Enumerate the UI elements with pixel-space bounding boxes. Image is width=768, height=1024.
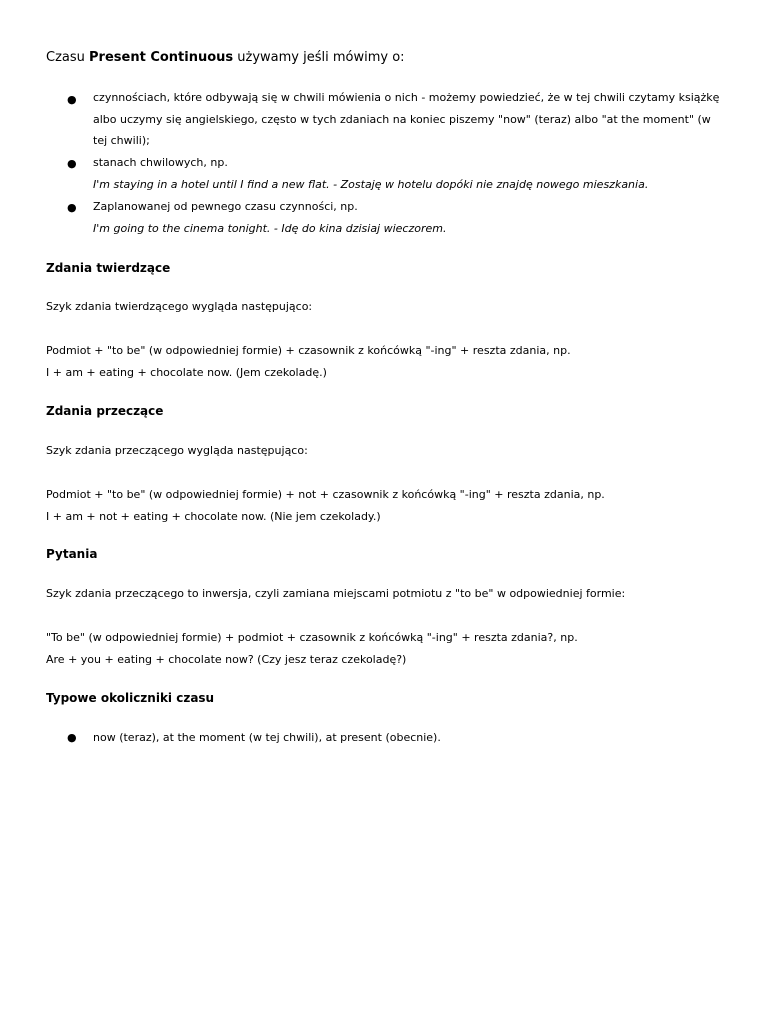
- negative-formula: Podmiot + "to be" (w odpowiedniej formie) + not + czasownik z końcówką "-ing" + reszta zdania, np.: [46, 488, 605, 501]
- questions-example: Are + you + eating + chocolate now? (Czy jesz teraz czekoladę?): [46, 653, 407, 666]
- section-heading-negative: Zdania przeczące: [46, 404, 164, 418]
- list-item-text: czynnościach, które odbywają się w chwili mówienia o nich - możemy powiedzieć, że w tej chwili czytamy książkę albo uczymy się angielskiego, często w tych zdaniach na koniec piszemy "now" (teraz) albo "at the moment" (w tej chwili);: [93, 91, 720, 147]
- affirmative-intro: Szyk zdania twierdzącego wygląda następująco:: [46, 300, 313, 313]
- questions-intro: Szyk zdania przeczącego to inwersja, czyli zamiana miejscami potmiotu z "to be" w odpowiedniej formie:: [46, 587, 626, 600]
- affirmative-example: I + am + eating + chocolate now. (Jem czekoladę.): [46, 366, 327, 379]
- list-item-text: stanach chwilowych, np.: [93, 156, 228, 169]
- list-item-text: now (teraz), at the moment (w tej chwili), at present (obecnie).: [93, 731, 441, 744]
- list-bullet: ●: [67, 201, 77, 214]
- list-item: [93, 87, 725, 152]
- section-heading-affirmative: Zdania twierdzące: [46, 261, 171, 275]
- list-item-example: I'm staying in a hotel until I find a new flat. - Zostaję w hotelu dopóki nie znajdę nowego mieszkania.: [93, 177, 649, 191]
- list-bullet: ●: [67, 731, 77, 744]
- intro-prefix: Czasu: [46, 50, 90, 65]
- negative-intro: Szyk zdania przeczącego wygląda następująco:: [46, 444, 308, 457]
- list-item-example: I'm going to the cinema tonight. - Idę do kina dzisiaj wieczorem.: [93, 221, 447, 235]
- list-bullet: ●: [67, 157, 77, 170]
- questions-formula: "To be" (w odpowiedniej formie) + podmiot + czasownik z końcówką "-ing" + reszta zdania?, np.: [46, 631, 578, 644]
- section-heading-questions: Pytania: [46, 547, 98, 561]
- intro-tense-name: Present Continuous: [89, 50, 234, 65]
- intro-line: [46, 49, 405, 67]
- list-item: [93, 152, 733, 195]
- negative-example: I + am + not + eating + chocolate now. (Nie jem czekolady.): [46, 510, 381, 523]
- intro-suffix: używamy jeśli mówimy o:: [233, 50, 405, 65]
- list-bullet: ●: [67, 93, 77, 106]
- affirmative-formula: Podmiot + "to be" (w odpowiedniej formie) + czasownik z końcówką "-ing" + reszta zdania, np.: [46, 344, 571, 357]
- list-item-text: Zaplanowanej od pewnego czasu czynności, np.: [93, 200, 358, 213]
- section-heading-adverbials: Typowe okoliczniki czasu: [46, 691, 215, 705]
- list-item: [93, 196, 733, 239]
